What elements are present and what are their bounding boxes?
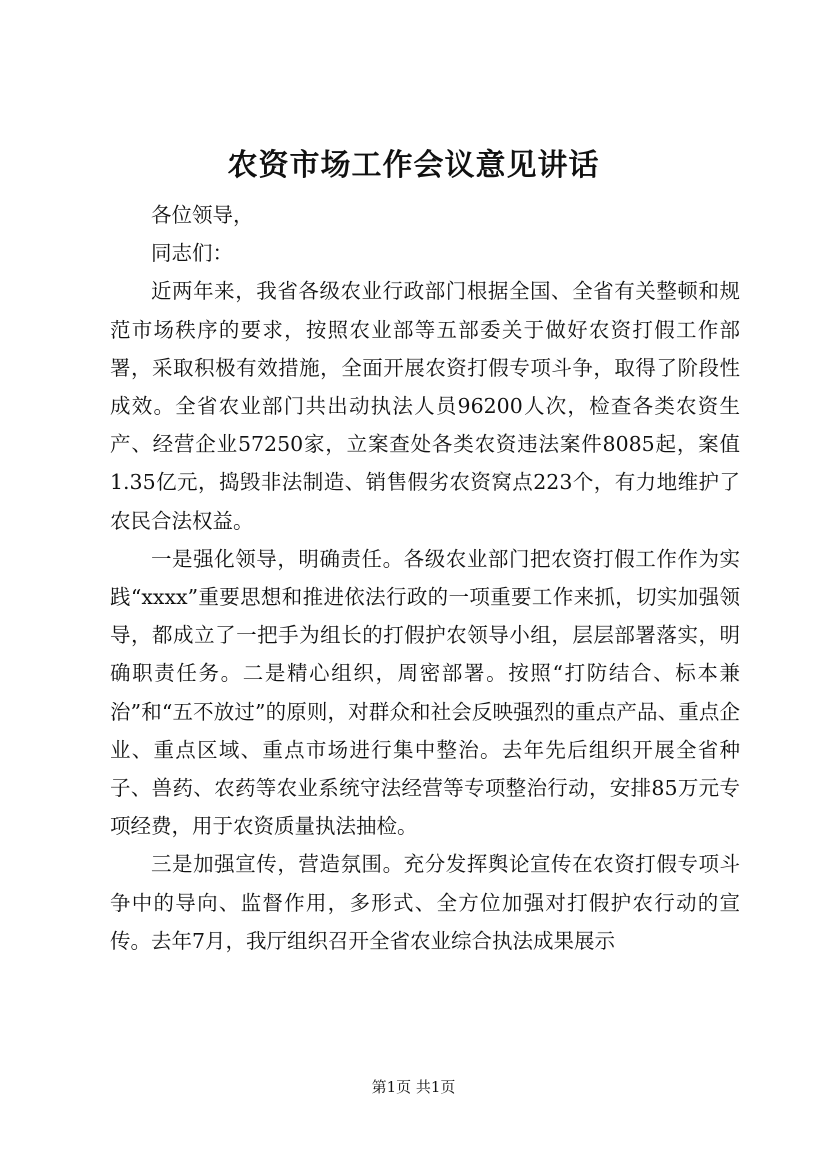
document-body [110, 196, 740, 960]
paragraph-leadership: 一是强化领导，明确责任。各级农业部门把农资打假工作作为实践“xxxx”重要思想和推进依法行政的一项重要工作来抓，切实加强领导，都成立了一把手为组长的打假护农领导小组，层层部署落实，明确职责任务。二是精心组织，周密部署。按照“打防结合、标本兼治”和“五不放过”的原则，对群众和社会反映强烈的重点产品、重点企业、重点区域、重点市场进行集中整治。去年先后组织开展全省种子、兽药、农药等农业系统守法经营等专项整治行动，安排85万元专项经费，用于农资质量执法抽检。 [110, 546, 740, 839]
salutation-leaders: 各位领导， [151, 203, 254, 227]
document-title: 农资市场工作会议意见讲话 [227, 148, 600, 183]
page-number: 第1页 共1页 [371, 1078, 456, 1096]
paragraph-overview: 近两年来，我省各级农业行政部门根据全国、全省有关整顿和规范市场秩序的要求，按照农业部等五部委关于做好农资打假工作部署，采取积极有效措施，全面开展农资打假专项斗争，取得了阶段性成效。全省农业部门共出动执法人员96200人次，检查各类农资生产、经营企业57250家，立案查处各类农资违法案件8085起，案值1.35亿元，捣毁非法制造、销售假劣农资窝点223个，有力地维护了农民合法权益。 [110, 279, 740, 533]
paragraph-publicity: 三是加强宣传，营造氛围。充分发挥舆论宣传在农资打假专项斗争中的导向、监督作用，多形式、全方位加强对打假护农行动的宣传。去年7月，我厅组织召开全省农业综合执法成果展示 [110, 852, 740, 953]
salutation-comrades: 同志们： [151, 241, 233, 266]
